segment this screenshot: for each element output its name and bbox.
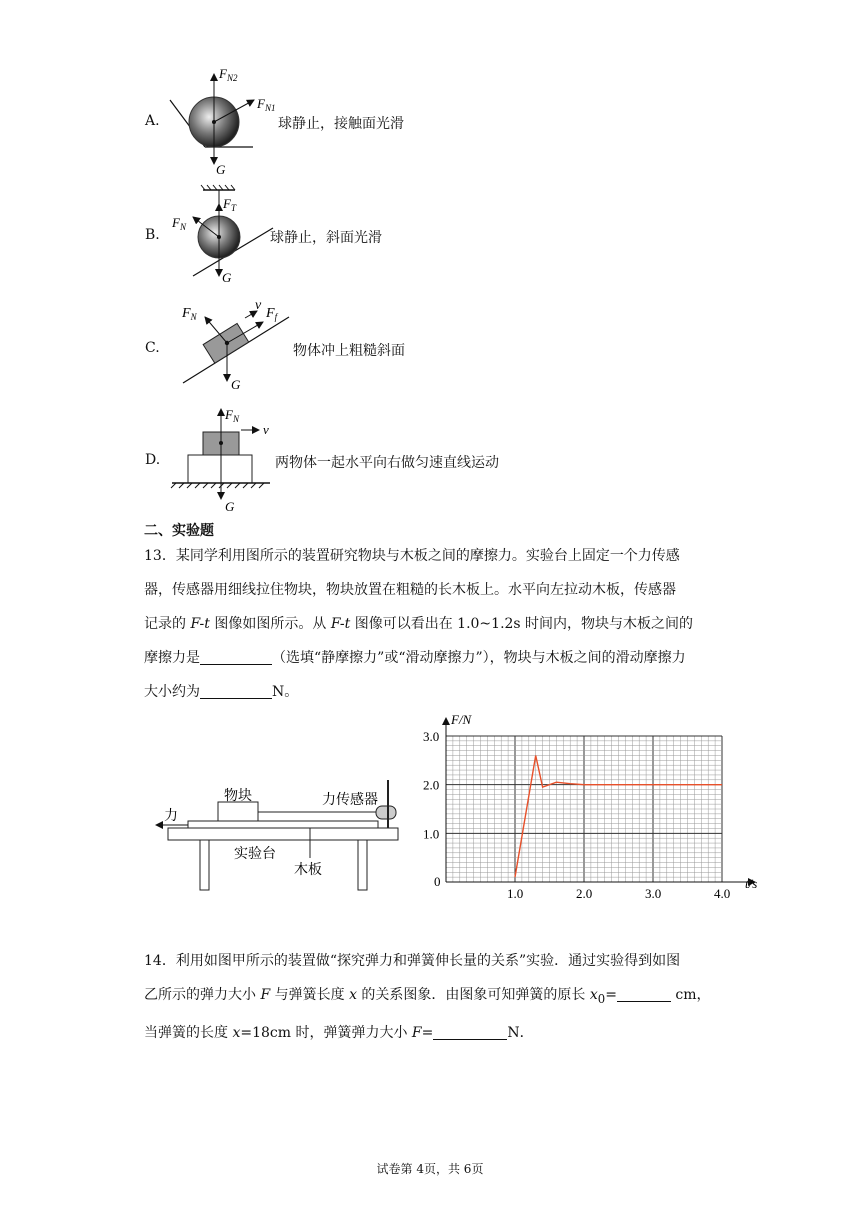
q14-line: 乙所示的弹力大小 F 与弹簧长度 x 的关系图象．由图象可知弹簧的原长 $x_0=$ cm， (144, 987, 711, 1006)
x-axis-label: t/s (745, 876, 758, 891)
x-tick-label: 1.0 (507, 886, 524, 901)
q13-line: 器，传感器用细线拉住物块，物块放置在粗糙的长木板上。水平向左拉动木板，传感器 (144, 582, 676, 598)
option-d-letter: D. (145, 452, 161, 468)
answer-blank[interactable] (200, 648, 272, 665)
ft-chart (415, 712, 765, 902)
option-b-letter: B. (145, 227, 160, 243)
x-tick-label: 4.0 (714, 886, 731, 901)
option-d-caption: 两物体一起水平向右做匀速直线运动 (275, 455, 499, 471)
question-14 (144, 944, 744, 1050)
option-c-caption: 物体冲上粗糙斜面 (293, 343, 405, 359)
g-label: G (225, 499, 235, 513)
sensor-label: 力传感器 (322, 793, 378, 808)
fn-label: $F_N$ (225, 407, 239, 424)
table-label: 实验台 (234, 847, 276, 862)
option-d-diagram (170, 403, 280, 513)
fn1-label: $F_{N1}$ (257, 96, 276, 113)
q13-line: 大小约为 N。 (144, 684, 299, 700)
g-label: G (231, 377, 241, 392)
q13-line: 13．某同学利用图所示的装置研究物块与木板之间的摩擦力。实验台上固定一个力传感 (144, 548, 680, 564)
answer-blank[interactable] (433, 1023, 507, 1040)
q13-line: 摩擦力是 （选填“静摩擦力”或“滑动摩擦力”），物块与木板之间的滑动摩擦力 (144, 650, 686, 666)
apparatus-diagram (150, 770, 410, 900)
y-tick-label: 2.0 (423, 777, 440, 793)
page-footer: 试卷第 4页，共 6页 (376, 1162, 484, 1176)
question-13 (144, 539, 724, 709)
fn-label: $F_N$ (172, 215, 186, 232)
y-axis-label: F/N (451, 712, 472, 727)
v-label: v (255, 298, 262, 313)
q13-line: 记录的 F-t 图像如图所示。从 F-t 图像可以看出在 1.0~1.2s 时间内，物块与木板之间的 (144, 616, 694, 632)
y-tick-label: 1.0 (423, 826, 440, 842)
block-label: 物块 (224, 789, 252, 804)
q14-line: 14．利用如图甲所示的装置做“探究弹力和弹簧伸长量的关系”实验．通过实验得到如图 (144, 953, 681, 969)
x-tick-label: 2.0 (576, 886, 593, 901)
option-b-diagram (165, 180, 285, 290)
ft-label: $F_T$ (223, 196, 236, 213)
answer-blank[interactable] (617, 985, 671, 1002)
section-title: 二、实验题 (144, 523, 214, 539)
g-label: G (216, 162, 226, 177)
answer-blank[interactable] (200, 682, 272, 699)
y-tick-label: 3.0 (423, 729, 440, 744)
ff-label: $F_f$ (266, 306, 278, 322)
option-a-caption: 球静止，接触面光滑 (278, 116, 404, 132)
board-label: 木板 (294, 863, 322, 878)
chart-axes (446, 718, 755, 882)
fn2-label: $F_{N2}$ (219, 66, 238, 83)
option-a-diagram (165, 60, 285, 180)
g-label: G (222, 270, 232, 285)
x-tick-label: 3.0 (645, 886, 662, 901)
fn-label: $F_N$ (182, 306, 197, 322)
option-c-letter: C. (145, 340, 160, 356)
option-b-caption: 球静止，斜面光滑 (270, 230, 382, 246)
option-a-letter: A. (145, 113, 160, 129)
chart-grid (446, 736, 722, 882)
y-tick-label: 0 (434, 874, 441, 889)
option-c-diagram (165, 295, 295, 395)
force-label: 力 (164, 809, 178, 824)
v-label: v (263, 422, 269, 437)
q14-line: 当弹簧的长度 x=18cm 时，弹簧弹力大小 F= N． (144, 1024, 534, 1041)
